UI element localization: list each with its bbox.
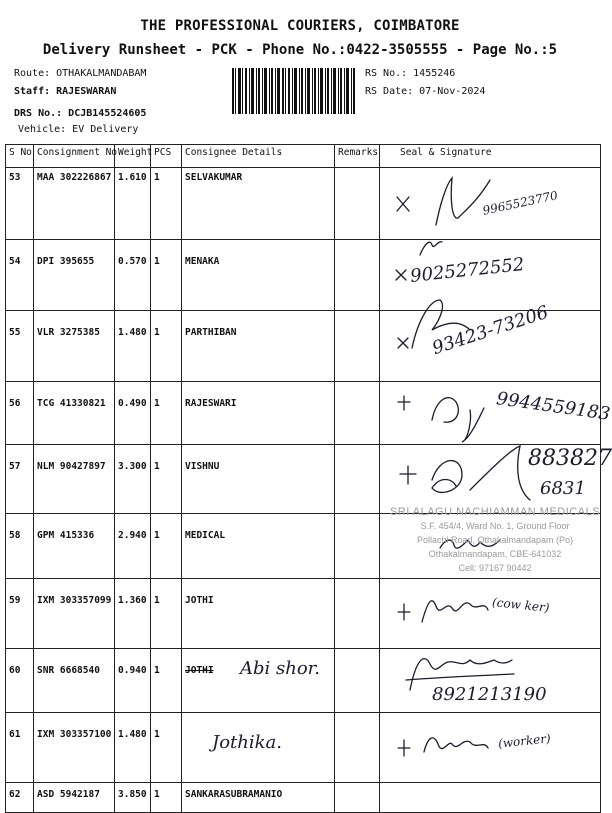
cell-signature	[380, 579, 601, 649]
shop-stamp	[380, 505, 610, 575]
table-row	[6, 445, 601, 514]
cell-consignee: RAJESWARI	[182, 382, 335, 445]
cell-pcs: 1	[151, 514, 182, 579]
vehicle: Vehicle: EV Delivery	[18, 124, 139, 135]
cell-consignment: DPI 395655	[34, 240, 115, 311]
handwritten-name-61: Jothika.	[212, 732, 282, 753]
col-header-consignment: Consignment No	[34, 145, 115, 168]
stamp-line: S.F. 454/4, Ward No. 1, Ground Floor	[420, 521, 570, 531]
handwritten-phone-55: 93423-73206	[429, 301, 551, 360]
cell-pcs: 1	[151, 579, 182, 649]
cell-remarks	[335, 713, 380, 783]
cell-sno: 58	[6, 514, 34, 579]
cell-pcs: 1	[151, 649, 182, 713]
cell-remarks	[335, 579, 380, 649]
cell-consignment: TCG 41330821	[34, 382, 115, 445]
consignee-struck: JOTHI	[185, 665, 214, 676]
cell-weight: 3.850	[115, 783, 151, 813]
cell-consignee: MENAKA	[182, 240, 335, 311]
col-header-weight: Weight	[115, 145, 151, 168]
handwritten-note-59: (cow ker)	[491, 595, 551, 615]
cell-pcs: 1	[151, 445, 182, 514]
cell-weight: 0.490	[115, 382, 151, 445]
runsheet-title: THE PROFESSIONAL COURIERS, COIMBATORE	[140, 18, 460, 34]
cell-weight: 0.570	[115, 240, 151, 311]
cell-consignment: IXM 303357100	[34, 713, 115, 783]
cell-consignee: JOTHI	[182, 579, 335, 649]
cell-consignment: MAA 302226867	[34, 168, 115, 240]
cell-weight: 2.940	[115, 514, 151, 579]
cell-remarks	[335, 240, 380, 311]
cell-remarks	[335, 514, 380, 579]
cell-consignment: VLR 3275385	[34, 311, 115, 382]
handwritten-phone-56: 9944559183	[495, 388, 612, 425]
cell-consignee: VISHNU	[182, 445, 335, 514]
cell-remarks	[335, 382, 380, 445]
cell-sno: 60	[6, 649, 34, 713]
cell-weight: 3.300	[115, 445, 151, 514]
cell-pcs: 1	[151, 311, 182, 382]
cell-sno: 55	[6, 311, 34, 382]
cell-consignment: IXM 303357099	[34, 579, 115, 649]
stamp-line: Cell: 97167 90442	[458, 563, 532, 573]
cell-weight: 1.480	[115, 311, 151, 382]
table-row	[6, 783, 601, 813]
staff: Staff: RAJESWARAN	[14, 86, 117, 97]
stamp-line: Othakalmandapam, CBE-641032	[428, 549, 562, 559]
cell-pcs: 1	[151, 168, 182, 240]
cell-remarks	[335, 783, 380, 813]
cell-remarks	[335, 168, 380, 240]
cell-weight: 1.360	[115, 579, 151, 649]
runsheet-subtitle: Delivery Runsheet - PCK - Phone No.:0422-3505555 - Page No.:5	[42, 42, 558, 58]
col-header-consignee: Consignee Details	[182, 145, 335, 168]
col-header-pcs: PCS	[151, 145, 182, 168]
drs-number: DRS No.: DCJB145524605	[14, 108, 147, 119]
cell-pcs: 1	[151, 382, 182, 445]
cell-consignment: ASD 5942187	[34, 783, 115, 813]
cell-weight: 0.940	[115, 649, 151, 713]
cell-sno: 62	[6, 783, 34, 813]
cell-sno: 59	[6, 579, 34, 649]
handwritten-note-61: (worker)	[497, 731, 552, 751]
route: Route: OTHAKALMANDABAM	[14, 68, 147, 79]
cell-consignee: SANKARASUBRAMANIO	[182, 783, 335, 813]
col-header-sno: S No	[6, 145, 34, 168]
cell-pcs: 1	[151, 240, 182, 311]
table-header-row	[6, 145, 601, 168]
stamp-line: Pollachi Road, Othakalmandapam (Po)	[416, 535, 574, 545]
cell-sno: 56	[6, 382, 34, 445]
cell-signature	[380, 783, 601, 813]
handwritten-name-60: Abi shor.	[240, 658, 321, 679]
handwritten-phone-57a: 883827	[528, 446, 612, 471]
cell-sno: 53	[6, 168, 34, 240]
rs-date: RS Date: 07-Nov-2024	[365, 86, 486, 97]
table-row	[6, 579, 601, 649]
cell-consignee: MEDICAL	[182, 514, 335, 579]
handwritten-phone-57b: 6831	[540, 478, 586, 499]
handwritten-phone-53: 9965523770	[481, 188, 559, 218]
runsheet-table	[5, 144, 601, 813]
cell-consignment: SNR 6668540	[34, 649, 115, 713]
cell-weight: 1.610	[115, 168, 151, 240]
cell-sno: 61	[6, 713, 34, 783]
cell-sno: 54	[6, 240, 34, 311]
cell-remarks	[335, 445, 380, 514]
stamp-line: SRI ALAGU NACHIAMMAN MEDICALS	[389, 506, 601, 518]
handwritten-phone-54: 9025272552	[409, 254, 526, 287]
cell-consignment: GPM 415336	[34, 514, 115, 579]
cell-consignee: SELVAKUMAR	[182, 168, 335, 240]
cell-weight: 1.480	[115, 713, 151, 783]
barcode	[232, 68, 355, 114]
cell-consignee: PARTHIBAN	[182, 311, 335, 382]
cell-pcs: 1	[151, 783, 182, 813]
cell-pcs: 1	[151, 713, 182, 783]
col-header-remarks: Remarks	[335, 145, 380, 168]
handwritten-phone-60: 8921213190	[432, 684, 547, 705]
cell-consignment: NLM 90427897	[34, 445, 115, 514]
cell-sno: 57	[6, 445, 34, 514]
col-header-seal-signature: Seal & Signature	[380, 145, 601, 168]
rs-number: RS No.: 1455246	[365, 68, 456, 79]
cell-remarks	[335, 649, 380, 713]
cell-signature	[380, 713, 601, 783]
cell-remarks	[335, 311, 380, 382]
